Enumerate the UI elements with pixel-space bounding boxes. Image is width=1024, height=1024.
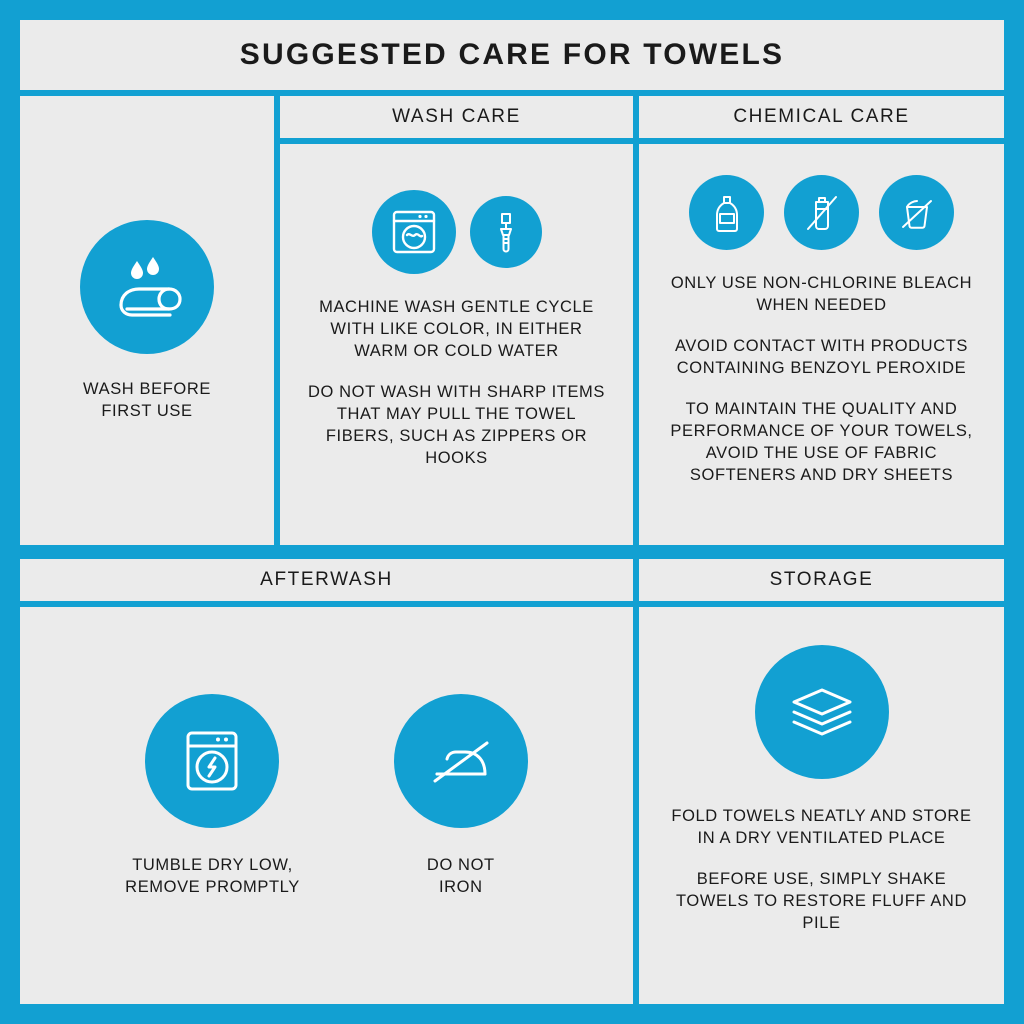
section-header-afterwash	[20, 559, 633, 601]
afterwash-heading: AFTERWASH	[260, 569, 393, 590]
chemical-care-icon-row	[689, 175, 954, 250]
do-not-iron-text	[427, 854, 495, 898]
tube-no-benzoyl-icon	[784, 175, 859, 250]
section-header-storage	[639, 559, 1004, 601]
chemical-care-paragraph-1: ONLY USE NON-CHLORINE BLEACH WHEN NEEDED	[670, 274, 973, 314]
afterwash-item-do-not-iron	[394, 694, 528, 898]
section-afterwash	[20, 607, 633, 1004]
wash-care-paragraph-2: DO NOT WASH WITH SHARP ITEMS THAT MAY PULL THE TOWEL FIBERS, SUCH AS ZIPPERS OR HOOKS	[307, 383, 605, 467]
section-header-wash-care	[280, 96, 633, 138]
chemical-care-heading: CHEMICAL CARE	[733, 106, 910, 127]
afterwash-item-tumble-dry	[125, 694, 300, 898]
no-fabric-softener-icon	[879, 175, 954, 250]
chemical-care-paragraph-2: AVOID CONTACT WITH PRODUCTS CONTAINING BENZOYL PEROXIDE	[674, 337, 969, 377]
wash-before-line-1: WASH BEFORE	[83, 379, 211, 398]
bleach-bottle-icon	[689, 175, 764, 250]
zipper-icon	[470, 196, 542, 268]
wash-care-paragraph-1: MACHINE WASH GENTLE CYCLE WITH LIKE COLOR, IN EITHER WARM OR COLD WATER	[319, 298, 594, 360]
tumble-dry-line-1: TUMBLE DRY LOW,	[132, 855, 293, 874]
storage-paragraph-1: FOLD TOWELS NEATLY AND STORE IN A DRY VENTILATED PLACE	[671, 807, 972, 847]
do-not-iron-line-1: DO NOT	[426, 855, 495, 874]
wash-care-icon-row	[372, 190, 542, 274]
page-title: SUGGESTED CARE FOR TOWELS	[239, 38, 785, 71]
section-wash-care	[280, 144, 633, 545]
storage-paragraph-2: BEFORE USE, SIMPLY SHAKE TOWELS TO RESTORE FLUFF AND PILE	[676, 870, 967, 932]
section-header-chemical-care	[639, 96, 1004, 138]
wash-before-line-2: FIRST USE	[101, 401, 193, 420]
tumble-dry-line-2: REMOVE PROMPTLY	[125, 877, 300, 896]
tumble-dryer-icon	[145, 694, 279, 828]
section-storage	[639, 607, 1004, 1004]
wash-before-text	[83, 378, 211, 422]
chemical-care-paragraph-3: TO MAINTAIN THE QUALITY AND PERFORMANCE OF YOUR TOWELS, AVOID THE USE OF FABRIC SOFTENERS AND DRY SHEETS	[670, 400, 973, 484]
do-not-iron-line-2: IRON	[438, 877, 483, 896]
no-iron-icon	[394, 694, 528, 828]
folded-towels-icon	[755, 645, 889, 779]
tumble-dry-text	[125, 854, 300, 898]
washing-machine-icon	[372, 190, 456, 274]
storage-heading: STORAGE	[769, 569, 874, 590]
section-wash-before-first-use	[20, 96, 274, 545]
section-chemical-care	[639, 144, 1004, 545]
wash-care-heading: WASH CARE	[392, 106, 521, 127]
towel-with-water-drops-icon	[80, 220, 214, 354]
poster-title-bar	[20, 20, 1004, 90]
